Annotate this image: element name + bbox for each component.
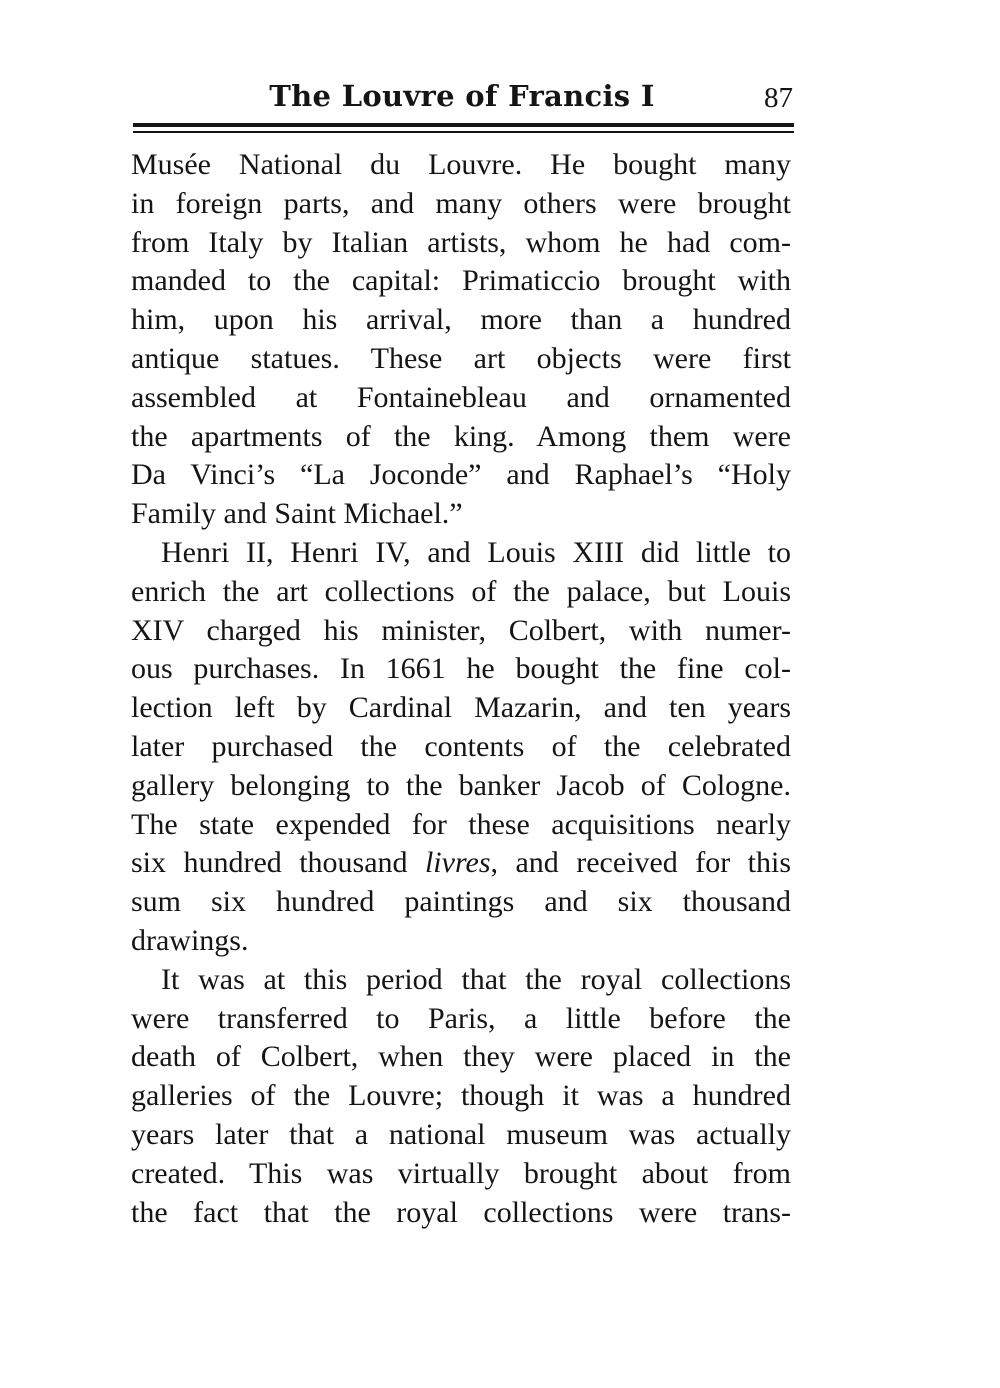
text-line: later purchased the contents of the celebrated <box>131 729 791 763</box>
text-line: galleries of the Louvre; though it was a hundred <box>131 1079 791 1113</box>
text-line: created. This was virtually brought about from <box>131 1156 791 1190</box>
header-rule-thin <box>133 131 794 133</box>
text-line: enrich the art collections of the palace, but Louis <box>131 574 791 608</box>
text-line: The state expended for these acquisitions nearly <box>131 807 791 841</box>
text-line: years later that a national museum was actually <box>131 1117 791 1151</box>
text-line: Family and Saint Michael.” <box>131 497 463 531</box>
text-line: in foreign parts, and many others were brought <box>131 186 791 220</box>
text-line: gallery belonging to the banker Jacob of Cologne. <box>131 768 791 802</box>
running-title: The Louvre of Francis I <box>269 79 655 113</box>
text-fragment: , and received for this <box>490 846 792 880</box>
text-line: manded to the capital: Primaticcio brought with <box>131 264 791 298</box>
text-line: assembled at Fontainebleau and ornamented <box>131 380 791 414</box>
text-line: Musée National du Louvre. He bought many <box>131 148 791 181</box>
text-line: ous purchases. In 1661 he bought the fine col- <box>131 652 791 686</box>
text-line: Da Vinci’s “La Joconde” and Raphael’s “Holy <box>131 458 791 492</box>
italic-word: livres <box>424 846 491 880</box>
text-line: drawings. <box>131 923 249 957</box>
text-line: from Italy by Italian artists, whom he had com- <box>131 225 791 259</box>
text-line: him, upon his arrival, more than a hundred <box>131 303 791 337</box>
text-line: sum six hundred paintings and six thousand <box>131 885 791 919</box>
text-fragment: six hundred thousand <box>131 846 425 880</box>
body-text <box>131 146 791 1232</box>
page-number: 87 <box>764 82 793 114</box>
text-line: antique statues. These art objects were first <box>131 341 791 375</box>
text-line: death of Colbert, when they were placed in the <box>131 1040 791 1074</box>
paragraph-3 <box>131 961 791 1233</box>
running-head <box>131 76 793 120</box>
text-line: XIV charged his minister, Colbert, with numer- <box>131 613 791 647</box>
text-line: lection left by Cardinal Mazarin, and ten years <box>131 691 791 725</box>
text-line-with-italic <box>131 844 791 883</box>
text-line: the apartments of the king. Among them were <box>131 419 791 453</box>
header-rule-thick <box>133 123 794 127</box>
paragraph-2 <box>131 534 791 961</box>
text-line: It was at this period that the royal collections <box>161 962 791 996</box>
paragraph-1 <box>131 146 791 534</box>
text-line: the fact that the royal collections were trans- <box>131 1195 791 1229</box>
text-line: Henri II, Henri IV, and Louis XIII did little to <box>161 535 791 569</box>
text-line: were transferred to Paris, a little before the <box>131 1001 791 1035</box>
